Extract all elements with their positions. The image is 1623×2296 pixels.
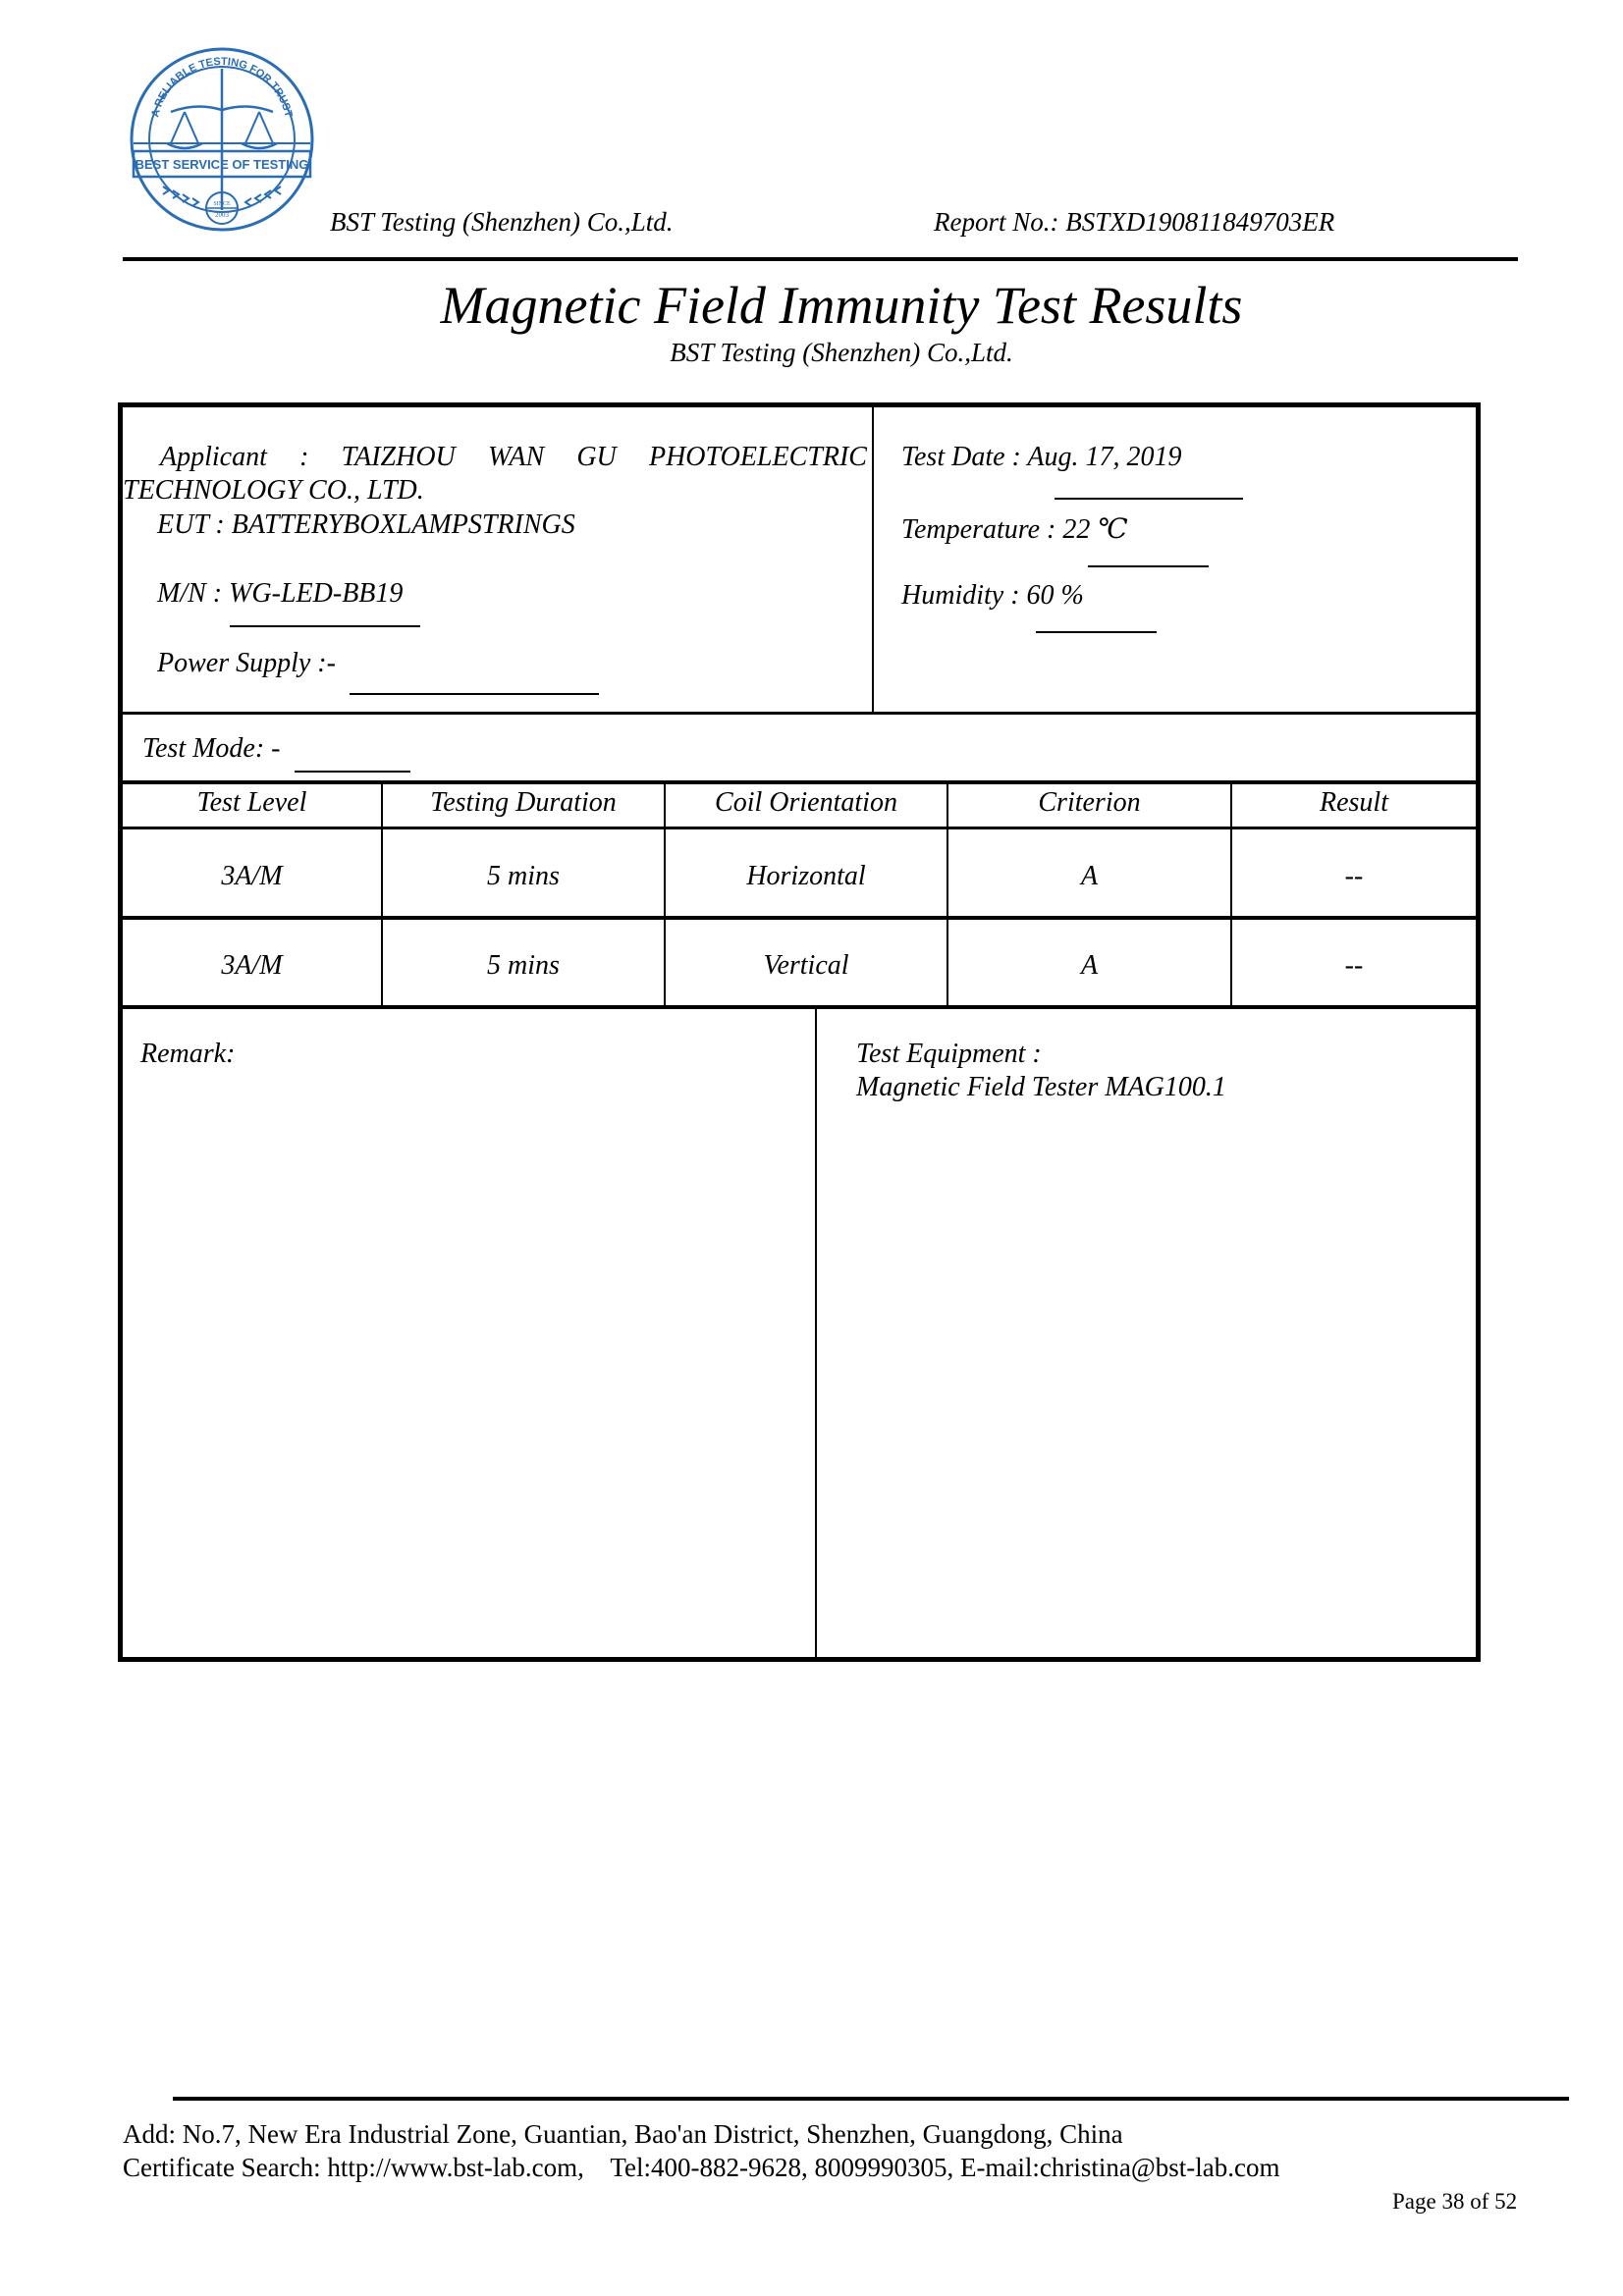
applicant-line-2: TECHNOLOGY CO., LTD. [123,475,424,506]
cell-test-level: 3A/M [221,950,283,981]
column-header-result: Result [1320,787,1388,818]
temperature-underline [1088,565,1209,567]
applicant-separator: : [299,442,309,472]
remark-equipment-divider [815,1007,817,1657]
logo-since-year: 2003 [215,211,229,219]
cell-testing-duration: 5 mins [487,950,560,981]
temperature-field: Temperature : 22 ℃ [901,514,1128,545]
test-date-field: Test Date : Aug. 17, 2019 [901,442,1182,472]
model-number-underline [230,625,420,627]
eut-field: EUT : BATTERYBOXLAMPSTRINGS [157,509,575,540]
logo-ring-text: A RELIABLE TESTING FOR TRUST [149,55,295,119]
logo-since-label: SINCE [213,201,231,207]
humidity-field: Humidity : 60 % [901,580,1084,611]
remark-label: Remark: [140,1039,236,1069]
page-subtitle: BST Testing (Shenzhen) Co.,Ltd. [670,338,1013,367]
cell-coil-orientation: Horizontal [746,861,866,891]
test-mode-field: Test Mode: - [142,733,281,764]
cell-result: -- [1344,861,1364,891]
page-title: Magnetic Field Immunity Test Results [440,276,1243,335]
table-header-divider [123,827,1476,829]
column-header-criterion: Criterion [1038,787,1141,818]
power-supply-field: Power Supply :- [157,648,336,678]
applicant-word: WAN [487,442,545,472]
cell-testing-duration: 5 mins [487,861,560,891]
cell-coil-orientation: Vertical [763,950,849,981]
company-logo [128,41,316,238]
header-company-name: BST Testing (Shenzhen) Co.,Ltd. [330,207,674,237]
applicant-line [160,442,867,473]
footer-contact: Certificate Search: http://www.bst-lab.com, Tel:400-882-9628, 8009990305, E-mail:christina@bst-lab.com [123,2153,1280,2182]
results-form [118,402,1481,1662]
table-bottom-divider [123,1005,1476,1009]
info-bottom-divider [123,712,1476,715]
applicant-word: GU [576,442,617,472]
applicant-word: TAIZHOU [341,442,456,472]
test-date-underline [1055,498,1243,500]
test-equipment-value: Magnetic Field Tester MAG100.1 [856,1072,1226,1102]
scales-of-justice-icon [128,41,316,238]
cell-criterion: A [1080,950,1099,981]
applicant-word: PHOTOELECTRIC [648,442,867,472]
test-mode-divider [123,780,1476,784]
footer-address: Add: No.7, New Era Industrial Zone, Guantian, Bao'an District, Shenzhen, Guangdong, China [123,2119,1123,2149]
column-header-testing-duration: Testing Duration [430,787,617,818]
column-header-coil-orientation: Coil Orientation [715,787,897,818]
cell-test-level: 3A/M [221,861,283,891]
logo-banner-text: BEST SERVICE OF TESTING [135,157,309,172]
report-number: Report No.: BSTXD190811849703ER [934,207,1335,237]
power-supply-underline [350,693,599,695]
column-header-test-level: Test Level [196,787,307,818]
table-row-divider [123,916,1476,920]
cell-criterion: A [1080,861,1099,891]
test-mode-underline [295,771,410,773]
cell-result: -- [1344,950,1364,981]
humidity-underline [1036,631,1157,633]
applicant-label: Applicant [160,442,267,472]
header-divider [123,257,1518,261]
test-equipment-label: Test Equipment : [856,1039,1042,1069]
info-column-divider [872,407,874,712]
page-number: Page 38 of 52 [1392,2189,1518,2214]
model-number-field: M/N : WG-LED-BB19 [157,578,404,609]
footer-divider [173,2097,1569,2101]
